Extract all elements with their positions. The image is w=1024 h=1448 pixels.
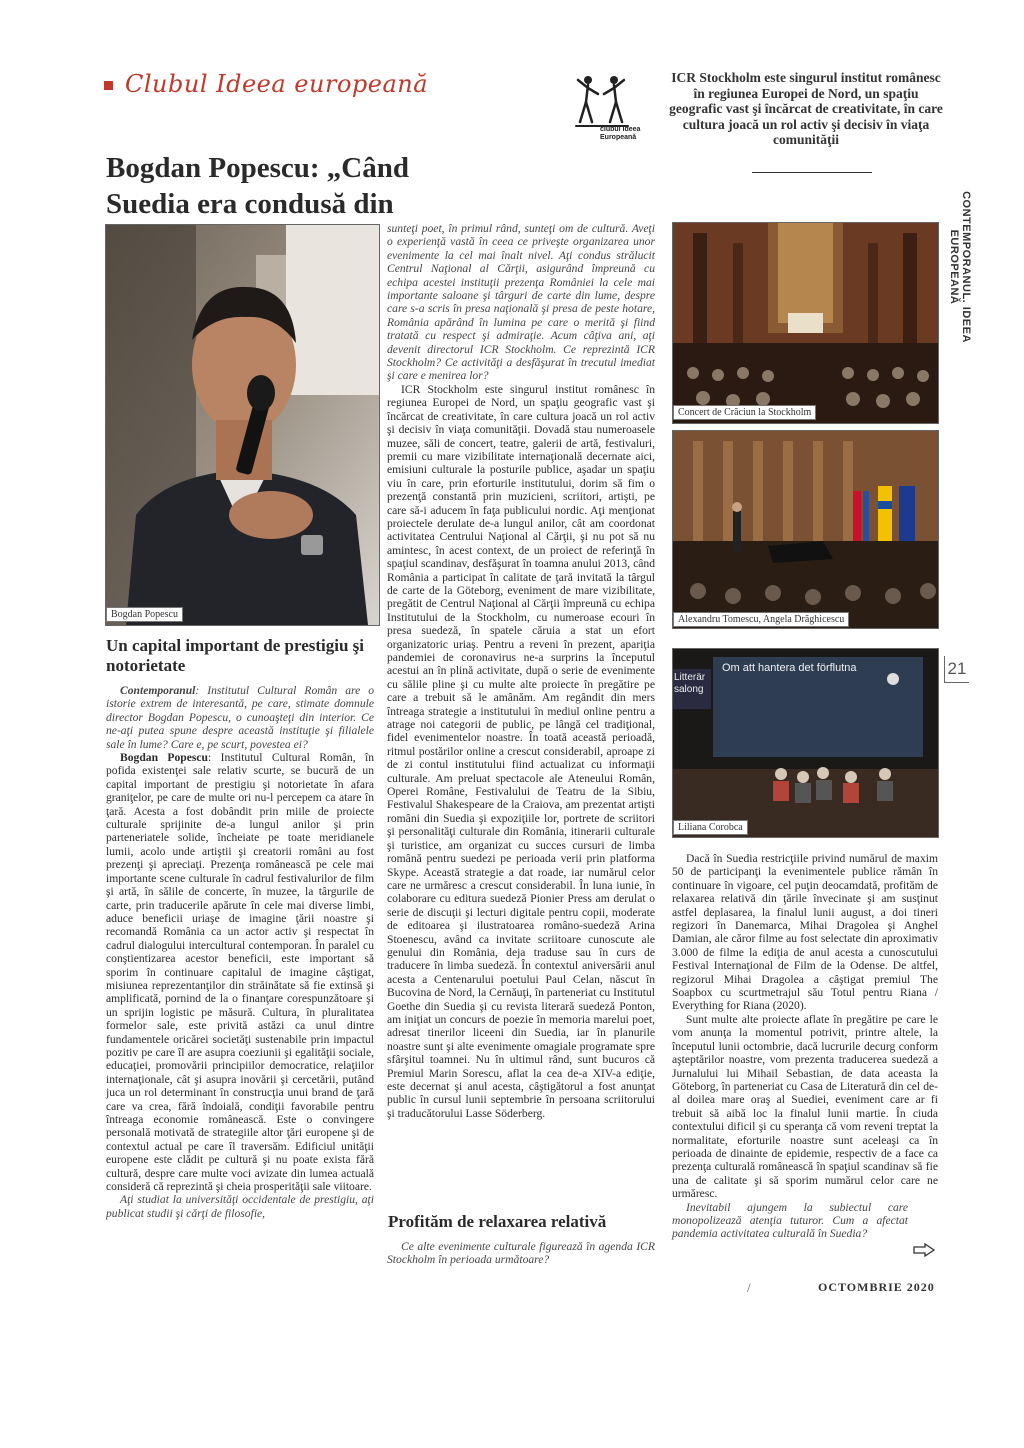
- answer-4: Sunt multe alte proiecte aflate în pregătire pe care le vom anunţa la momentul potrivit, printre altele, la începutul lunii octombrie, dacă lucrurile decurg conform aşteptărilor noastre, vom prezenta traducerea suedeză a Jurnalului lui Mihail Sebastian, de data aceasta la Göteborg, în parteneriat cu Casa de Literatură din cel de-al doilea mare oraş al Suediei, eveniment care ar fi trebuit să aibă loc la finalul lunii martie. În ciuda contextului dificil şi cu speranţa că vom reveni treptat la normalitate, eforturile noastre sunt aceleaşi ca în perioada de dinainte de epidemie, respectiv de a face ca prezenţa culturală românească în spaţiul scandinav să fie una de calitate şi să sporim numărul celor care ne urmăresc.: [672, 1012, 938, 1201]
- musicians-caption: Alexandru Tomescu, Angela Drăghicescu: [673, 612, 849, 627]
- dancers-logo-icon: [572, 72, 632, 132]
- column-3: [672, 852, 938, 1241]
- salon-screen-title: Om att hantera det förflutna: [722, 662, 857, 674]
- continue-arrow-icon: [913, 1243, 935, 1257]
- church-concert-image: [673, 223, 938, 423]
- portrait-photo: [105, 224, 380, 626]
- intro-rule: [752, 172, 872, 173]
- musicians-photo: [672, 430, 939, 629]
- magazine-vertical-label: CONTEMPORANUL. IDEEA EUROPEANĂ: [948, 191, 972, 343]
- answer-2: ICR Stockholm este singurul institut românesc în regiunea Europei de Nord, un spaţiu geografic vast şi încărcat de creativitate, în care cultura joacă un rol activ şi decisiv în viaţa comunităţii. Dovadă stau numeroasele muzee, săli de concert, teatre, galerii de artă, festivaluri, premii cu mare vizibilitate internaţională decernate aici, emisiuni culturale la posturile publice, aşadar un spaţiu viu în care, prin eforturile institutului, dorim să fim o prezenţă constantă prin muzicieni, scriitori, artişti, pe care să-i aducem în faţa publicului nordic. Aţi menţionat proiectele derulate de-a lungul anilor, cât am coordonat activitatea Centrului Naţional al Cărţii, şi nu pot să nu amintesc, în acest context, de un proiect de referinţă în spaţiul scandinav, desfăşurat în toamna anului 2013, când România a participat în calitate de ţară invitată la târgul de carte de la Göteborg, eveniment de mare vizibilitate, pregătit de Centrul Naţional al Cărţii împreună cu echipa Institutului de la Stockholm, cu numeroase ecouri în presa suedeză, în spatele căruia a stat un efort organizatoric uriaş. Pentru a reveni în prezent, apariţia pandemiei de coronavirus ne-a surprins la începutul acestui an în plină activitate, după o serie de evenimente cu sălile pline şi cu multe alte proiecte în pregătire pe care a trebuit să le amânăm. Am regândit din mers întreaga strategie a institutului în mediul online pentru a atrage noi categorii de public, pe lângă cel tradiţional, fidel evenimentelor noastre. În toată această perioadă, ritmul postărilor online a crescut considerabil, aproape zi de zi contul institutului fiind actualizat cu informaţii culturale. Am preluat spectacole ale Ateneului Român, Operei Române, Festivalului de Teatru de la Sibiu, Festivalul Shakespeare de la Craiova, am prezentat artişti români din Suedia şi expoziţiile lor, portrete de scriitori şi personalităţi culturale din România, itinerarii culturale şi turistice, am organizat cu succes cursuri de limba română pentru suedezi pe perioada verii prin platforma Skype. Această strategie a dat roade, iar numărul celor care ne urmăresc a crescut considerabil. În luna iunie, în colaborare cu editura suedeză Pionier Press am derulat o serie de discuţii şi lecturi digitale pentru copii, moderate de editoarea şi ilustratoarea româno-suedeză Arina Stoenescu, având ca invitate scriitoare cunoscute ale genului din România, deja traduse sau în curs de traducere în limba suedeză. În contextul aniversării anul acesta a Centenarului poetului Paul Celan, născut în Bucovina de Nord, la Cernăuţi, în parteneriat cu Institutul Goethe din Suedia şi cu revista literară suedeză Ponton, am iniţiat un concurs de poezie în memoria marelui poet, adresat tinerilor liceeni din Suedia, iar în planurile noastre sunt şi alte evenimente omagiale programate spre sfârşitul toamnei. Nu în ultimul rând, sunt bucuros că Premiul Marin Sorescu, aflat la cea de-a XIV-a ediţie, este decernat şi anul acesta, câştigătorul a fost anunţat public în cursul lunii septembrie în persoana scriitorului şi traducătorului Lasse Söderberg.: [387, 382, 655, 1120]
- question-3: [387, 1240, 655, 1267]
- page-number: 21: [944, 656, 969, 683]
- question-1: Contemporanul: Institutul Cultural Român are o istorie extrem de interesantă, pe care, stimate domnule director Bogdan Popescu, o cunoaşteţi din interior. Ce ne-aţi putea spune despre această instituţie şi filialele sale în lume? Care e, pe scurt, povestea ei?: [106, 684, 374, 751]
- stage-image: [673, 431, 938, 628]
- salon-side-label: Litterär salong: [674, 672, 706, 695]
- logo-caption: clubul Ideea Europeană: [600, 126, 641, 141]
- issue-date: OCTOMBRIE 2020: [818, 1280, 935, 1294]
- literary-salon-photo: [672, 648, 939, 838]
- portrait-caption: Bogdan Popescu: [106, 607, 183, 622]
- column-1: [106, 684, 374, 1220]
- square-bullet-icon: [104, 81, 113, 90]
- intro-blurb: ICR Stockholm este singurul institut românesc în regiunea Europei de Nord, un spaţiu geografic vast şi încărcat de creativitate, în care cultura joacă un rol activ şi decisiv în viaţa comunităţii: [669, 70, 943, 147]
- answer-1: Bogdan Popescu: Institutul Cultural Român, în pofida existenţei sale relativ scurte, se bucură de un capital important de prestigiu şi notorietate în afara graniţelor, pe care de multe ori nu-l percepem ca atare în ţară. Acesta a fost dobândit prin miile de proiecte culturale sprijinite de-a lungul anilor şi prin parteneriatele solide, încheiate pe toate meridianele lumii, acolo unde artiştii şi creatorii români au fost prezenţi şi apreciaţi. Prezenţa românească pe cele mai importante scene culturale în cadrul festivalurilor de film şi artă, în sălile de concerte, în muzee, la târgurile de carte, prin traducerile apărute în cele mai diverse limbi, aduce beneficii uriaşe de imagine ţării noastre şi recomandă România ca un actor activ şi respectat în cadrul dialogului intercultural contemporan. În paralel cu conştientizarea acestor beneficii, este important să sporim în continuare capitalul de imagine câştigat, misiunea reprezentanţilor din străinătate să fie extinsă şi amplificată, pornind de la o finanţare corespunzătoare şi un sprijin logistic pe măsură. Cultura, în pluralitatea formelor sale, este privită astăzi ca unul dintre fundamentele oricărei societăţi sustenabile prin impactul pozitiv pe care îl are asupra coeziunii şi egalităţii sociale, educaţiei, promovării principiilor democratice, relaţiilor internaţionale, cât şi asupra inovării şi cercetării, putând juca un rol determinant în construcţia unui brand de ţară care va crea, fără îndoială, condiţii favorabile pentru întreaga economie românească. Este o convingere personală motivată de strategiile altor ţări europene şi de contextul actual pe care îl traversăm. Edificiul unităţii europene este clădit pe cultură şi nu poate exista fără cultură, despre care multe voci avizate din lumea actuală consideră că reprezintă şi cheia prosperităţii sale viitoare.: [106, 751, 374, 1194]
- question-4: Inevitabil ajungem la subiectul care monopolizează atenţia tuturor. Cum a afectat pandemia activitatea culturală în Suedia?: [672, 1200, 908, 1241]
- salon-image: [673, 649, 938, 837]
- column-2: [387, 222, 655, 1120]
- club-logo: [572, 72, 650, 141]
- section-title-text: Clubul Ideea europeană: [125, 70, 429, 98]
- answer-3: Dacă în Suedia restricţiile privind numărul de maxim 50 de participanţi la evenimentele publice rămân în continuare în vigoare, cel puţin deocamdată, profităm de relaxarea relativă din ţările învecinate şi am susţinut astfel deplasarea, la finalul lunii august, a doi tineri regizori în Danemarca, Mihai Dragolea şi Anghel Damian, ale căror filme au fost selectate din aproximativ 3.000 de filme la ediţia de anul acesta a cunoscutului Festival Internaţional de Film de la Odense. De altfel, regizorul Mihai Dragolea a câştigat premiul The Soapbox cu scurtmetrajul său Totul pentru Riana / Everything for Riana (2020).: [672, 852, 938, 1013]
- col1-subheading: Un capital important de prestigiu şi notorietate: [106, 636, 365, 675]
- question-2-cont: sunteţi poet, în primul rând, sunteţi om de cultură. Aveţi o experienţă vastă în ceea ce priveşte organizarea unor evenimente la cel mai înalt nivel. Aţi condus strălucit Centrul Naţional al Cărţii, asigurând împreună cu echipa acestei instituţii prezenţa României la cele mai importante saloane şi târguri de carte din lume, despre care s-a scris în presa naţională şi presa de peste hotare, România apărând în lumina pe care o merită şi fiind tratată cu respect şi admiraţie. Acum câţiva ani, aţi devenit directorul ICR Stockholm. Ce reprezintă ICR Stockholm? Ce activităţi a desfăşurat în trecutul imediat şi care e menirea lor?: [387, 222, 655, 383]
- question-3-text: Ce alte evenimente culturale figurează în agenda ICR Stockholm în perioada următoare?: [387, 1240, 655, 1267]
- headline: Bogdan Popescu: „Când Suedia era condusă din: [106, 152, 409, 220]
- section-title: [104, 70, 428, 98]
- concert-caption: Concert de Crăciun la Stockholm: [673, 405, 816, 420]
- question-2-start: Aţi studiat la universităţi occidentale de prestigiu, aţi publicat studii şi cărţi de filosofie,: [106, 1193, 374, 1220]
- col2-subheading: Profităm de relaxarea relativă: [388, 1212, 607, 1231]
- salon-caption: Liliana Corobca: [673, 820, 748, 835]
- portrait-image: [106, 225, 379, 625]
- footer-slash: /: [747, 1280, 751, 1295]
- concert-photo: [672, 222, 939, 424]
